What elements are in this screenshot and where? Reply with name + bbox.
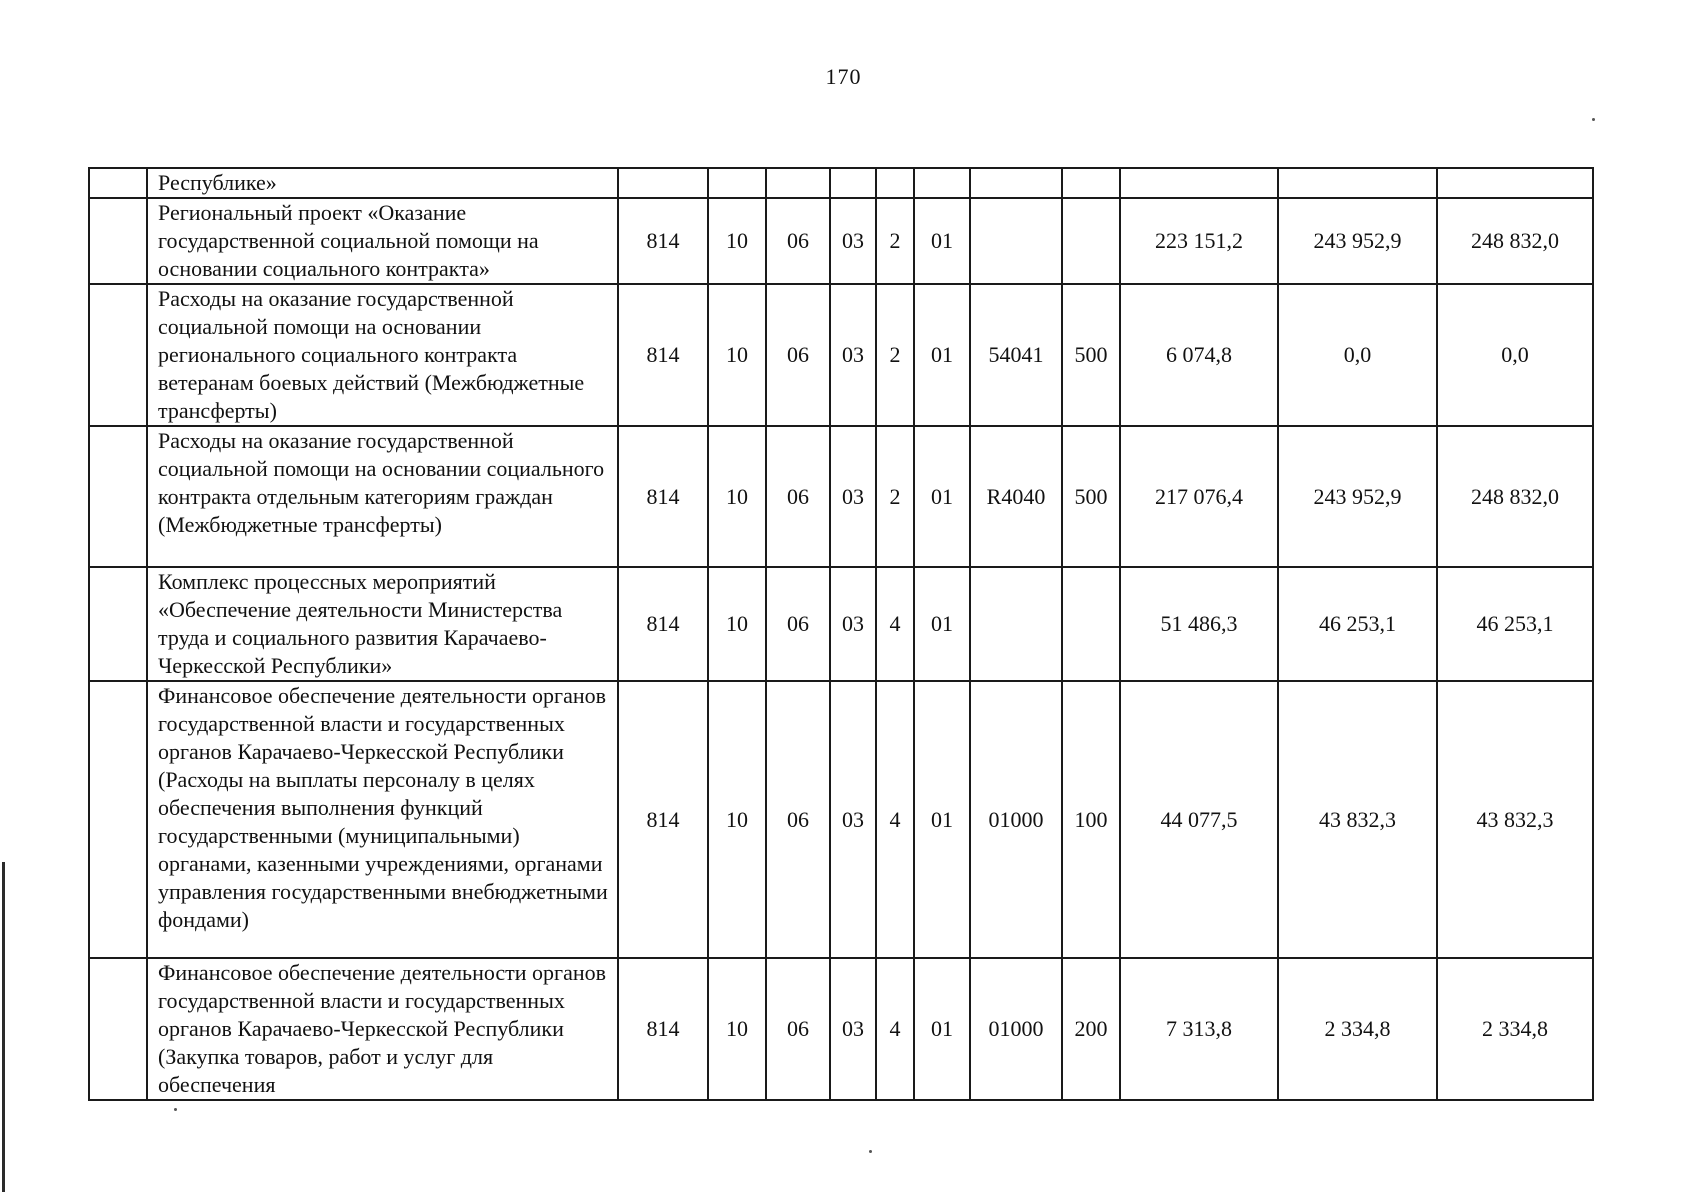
- cs-event-cell: 01: [914, 426, 970, 567]
- amount-year1-cell: 6 074,8: [1120, 284, 1278, 426]
- cs-direction-cell: [970, 567, 1062, 681]
- podrazdel-cell: 06: [766, 284, 830, 426]
- table-row: [89, 426, 1593, 567]
- row-number-cell: [89, 567, 147, 681]
- cs-program-cell: 03: [830, 284, 876, 426]
- row-number-cell: [89, 168, 147, 198]
- cs-event-cell: 01: [914, 284, 970, 426]
- cs-program-cell: 03: [830, 958, 876, 1100]
- budget-table-container: [88, 167, 1592, 1101]
- row-name-cell: Республике»: [147, 168, 618, 198]
- cs-event-cell: [914, 168, 970, 198]
- podrazdel-cell: [766, 168, 830, 198]
- amount-year3-cell: 46 253,1: [1437, 567, 1593, 681]
- razdel-cell: 10: [708, 284, 766, 426]
- scan-speck: [174, 1108, 177, 1111]
- razdel-cell: 10: [708, 958, 766, 1100]
- row-number-cell: [89, 284, 147, 426]
- podrazdel-cell: 06: [766, 567, 830, 681]
- table-row: [89, 958, 1593, 1100]
- ved-cell: 814: [618, 284, 708, 426]
- amount-year2-cell: 243 952,9: [1278, 198, 1437, 284]
- podrazdel-cell: 06: [766, 681, 830, 958]
- amount-year1-cell: 217 076,4: [1120, 426, 1278, 567]
- table-body: [89, 168, 1593, 1100]
- row-name-cell: Финансовое обеспечение деятельности органов государственной власти и государственных органов Карачаево-Черкесской Республики (Расходы на выплаты персоналу в целях обеспечения выполнения функций государственными (муниципальными) органами, казенными учреждениями, органами управления государственными внебюджетными фондами): [147, 681, 618, 958]
- ved-cell: 814: [618, 198, 708, 284]
- amount-year1-cell: 7 313,8: [1120, 958, 1278, 1100]
- table-row: [89, 198, 1593, 284]
- cs-subprogram-cell: 2: [876, 426, 914, 567]
- razdel-cell: 10: [708, 426, 766, 567]
- row-number-cell: [89, 198, 147, 284]
- cs-direction-cell: 54041: [970, 284, 1062, 426]
- cs-subprogram-cell: [876, 168, 914, 198]
- cs-event-cell: 01: [914, 681, 970, 958]
- row-name-cell: Расходы на оказание государственной социальной помощи на основании регионального социального контракта ветеранам боевых действий (Межбюджетные трансферты): [147, 284, 618, 426]
- ved-cell: 814: [618, 567, 708, 681]
- cs-subprogram-cell: 2: [876, 284, 914, 426]
- cs-direction-cell: R4040: [970, 426, 1062, 567]
- row-number-cell: [89, 426, 147, 567]
- scan-edge-mark: [2, 862, 5, 1192]
- cs-direction-cell: [970, 198, 1062, 284]
- expense-type-cell: [1062, 168, 1120, 198]
- table-row: [89, 284, 1593, 426]
- row-number-cell: [89, 681, 147, 958]
- cs-program-cell: 03: [830, 567, 876, 681]
- cs-direction-cell: 01000: [970, 681, 1062, 958]
- table-row: [89, 168, 1593, 198]
- amount-year2-cell: 2 334,8: [1278, 958, 1437, 1100]
- razdel-cell: 10: [708, 198, 766, 284]
- cs-subprogram-cell: 4: [876, 681, 914, 958]
- scan-speck: [1592, 118, 1595, 121]
- row-name-cell: Расходы на оказание государственной социальной помощи на основании социального контракта отдельным категориям граждан (Межбюджетные трансферты): [147, 426, 618, 567]
- cs-subprogram-cell: 4: [876, 958, 914, 1100]
- expense-type-cell: 500: [1062, 284, 1120, 426]
- amount-year3-cell: 0,0: [1437, 284, 1593, 426]
- amount-year1-cell: 44 077,5: [1120, 681, 1278, 958]
- razdel-cell: [708, 168, 766, 198]
- table-row: [89, 681, 1593, 958]
- scan-speck: [869, 1150, 872, 1153]
- cs-subprogram-cell: 4: [876, 567, 914, 681]
- table-row: [89, 567, 1593, 681]
- budget-table: [88, 167, 1594, 1101]
- row-name-cell: Финансовое обеспечение деятельности органов государственной власти и государственных органов Карачаево-Черкесской Республики (Закупка товаров, работ и услуг для обеспечения: [147, 958, 618, 1100]
- podrazdel-cell: 06: [766, 958, 830, 1100]
- amount-year3-cell: [1437, 168, 1593, 198]
- cs-subprogram-cell: 2: [876, 198, 914, 284]
- row-name-cell: Региональный проект «Оказание государственной социальной помощи на основании социального контракта»: [147, 198, 618, 284]
- amount-year2-cell: [1278, 168, 1437, 198]
- cs-program-cell: 03: [830, 426, 876, 567]
- expense-type-cell: [1062, 198, 1120, 284]
- amount-year2-cell: 243 952,9: [1278, 426, 1437, 567]
- amount-year2-cell: 46 253,1: [1278, 567, 1437, 681]
- razdel-cell: 10: [708, 681, 766, 958]
- cs-event-cell: 01: [914, 567, 970, 681]
- cs-program-cell: [830, 168, 876, 198]
- razdel-cell: 10: [708, 567, 766, 681]
- amount-year2-cell: 43 832,3: [1278, 681, 1437, 958]
- expense-type-cell: [1062, 567, 1120, 681]
- expense-type-cell: 500: [1062, 426, 1120, 567]
- expense-type-cell: 100: [1062, 681, 1120, 958]
- amount-year1-cell: 223 151,2: [1120, 198, 1278, 284]
- cs-event-cell: 01: [914, 958, 970, 1100]
- amount-year3-cell: 2 334,8: [1437, 958, 1593, 1100]
- podrazdel-cell: 06: [766, 198, 830, 284]
- ved-cell: 814: [618, 958, 708, 1100]
- ved-cell: [618, 168, 708, 198]
- row-number-cell: [89, 958, 147, 1100]
- amount-year3-cell: 43 832,3: [1437, 681, 1593, 958]
- podrazdel-cell: 06: [766, 426, 830, 567]
- amount-year2-cell: 0,0: [1278, 284, 1437, 426]
- ved-cell: 814: [618, 426, 708, 567]
- cs-program-cell: 03: [830, 198, 876, 284]
- amount-year3-cell: 248 832,0: [1437, 426, 1593, 567]
- expense-type-cell: 200: [1062, 958, 1120, 1100]
- amount-year1-cell: [1120, 168, 1278, 198]
- cs-event-cell: 01: [914, 198, 970, 284]
- page-number: 170: [825, 64, 862, 89]
- amount-year3-cell: 248 832,0: [1437, 198, 1593, 284]
- cs-direction-cell: [970, 168, 1062, 198]
- cs-direction-cell: 01000: [970, 958, 1062, 1100]
- row-name-cell: Комплекс процессных мероприятий «Обеспечение деятельности Министерства труда и социального развития Карачаево-Черкесской Республики»: [147, 567, 618, 681]
- ved-cell: 814: [618, 681, 708, 958]
- amount-year1-cell: 51 486,3: [1120, 567, 1278, 681]
- cs-program-cell: 03: [830, 681, 876, 958]
